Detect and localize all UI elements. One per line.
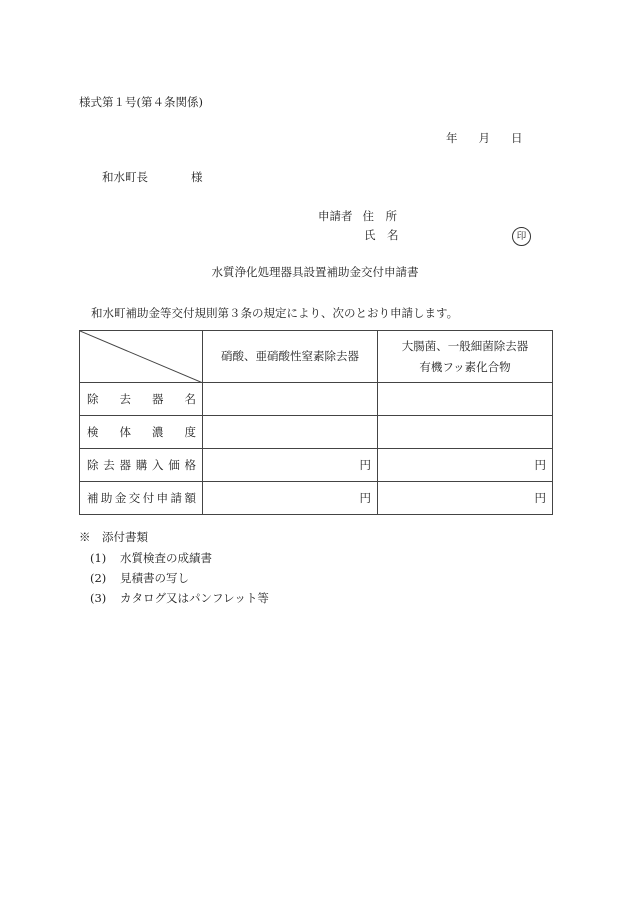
row-label-char: 購 (135, 458, 148, 472)
table-cell: 円 (378, 482, 553, 515)
row-label-char: 濃 (152, 425, 164, 439)
column-header-bacteria-line2: 有機フッ素化合物 (419, 359, 511, 374)
applicant-address-line (318, 211, 397, 223)
form-number: 様式第１号(第４条関係) (79, 95, 203, 109)
row-label-char: 助 (100, 491, 113, 505)
row-label-char: 入 (152, 458, 164, 472)
date-year-label: 年 (446, 131, 458, 145)
row-label-char: 格 (184, 458, 196, 472)
application-table (79, 330, 553, 515)
table-cell (203, 383, 378, 416)
row-label (80, 383, 203, 416)
table-cell (203, 416, 378, 449)
addressee (102, 172, 203, 184)
row-label-char: 名 (184, 392, 196, 406)
table-header-row (80, 331, 553, 383)
attachment-item (90, 573, 189, 585)
addressee-honorific: 様 (191, 170, 203, 184)
date-day-label: 日 (511, 131, 523, 145)
date-month-label: 月 (478, 131, 490, 145)
row-label-char: 去 (103, 458, 115, 472)
attachment-number: (2) (90, 571, 107, 585)
row-label (80, 449, 203, 482)
column-header-bacteria (378, 331, 553, 383)
row-label-char: 器 (119, 458, 131, 472)
table-cell: 円 (203, 482, 378, 515)
row-label-char: 申 (156, 491, 169, 505)
document-title: 水質浄化処理器具設置補助金交付申請書 (211, 265, 419, 279)
table-row (80, 383, 553, 416)
attachments-heading: ※ 添付書類 (79, 530, 148, 544)
row-label-char: 去 (119, 392, 131, 406)
seal-mark: 印 (512, 227, 531, 246)
attachment-text: 見積書の写し (120, 571, 189, 585)
table-row (80, 482, 553, 515)
table-cell: 円 (203, 449, 378, 482)
row-label-char: 価 (168, 458, 180, 472)
applicant-label: 申請者 (318, 209, 353, 223)
row-label-char: 額 (184, 491, 196, 505)
row-label-char: 除 (87, 392, 99, 406)
intro-text: 和水町補助金等交付規則第３条の規定により、次のとおり申請します。 (91, 306, 459, 320)
table-cell (378, 416, 553, 449)
column-header-bacteria-line1: 大腸菌、一般細菌除去器 (401, 338, 529, 353)
row-label-char: 度 (184, 425, 196, 439)
table-cell: 円 (378, 449, 553, 482)
row-label-char: 付 (142, 491, 155, 505)
attachment-text: 水質検査の成績書 (120, 551, 212, 565)
row-label-char: 器 (152, 392, 164, 406)
attachment-number: (1) (90, 551, 107, 565)
table-row (80, 416, 553, 449)
row-label-char: 補 (87, 491, 99, 505)
row-label-char: 除 (87, 458, 99, 472)
diagonal-line (80, 331, 203, 383)
table-cell (378, 383, 553, 416)
corner-cell (80, 331, 203, 383)
row-label (80, 416, 203, 449)
row-label-char: 検 (87, 425, 99, 439)
attachment-item (90, 553, 212, 565)
row-label-char: 金 (114, 491, 127, 505)
name-label: 氏 名 (364, 228, 399, 242)
attachment-number: (3) (90, 591, 107, 605)
row-label (80, 482, 203, 515)
addressee-name: 和水町長 (102, 170, 148, 184)
date-line (446, 133, 523, 145)
attachment-item (90, 593, 269, 605)
address-label: 住 所 (362, 209, 397, 223)
row-label-char: 交 (128, 491, 141, 505)
row-label-char: 体 (119, 425, 131, 439)
table-row (80, 449, 553, 482)
row-label-char: 請 (170, 491, 183, 505)
attachment-text: カタログ又はパンフレット等 (120, 591, 269, 605)
column-header-nitrate: 硝酸、亜硝酸性窒素除去器 (203, 331, 378, 383)
